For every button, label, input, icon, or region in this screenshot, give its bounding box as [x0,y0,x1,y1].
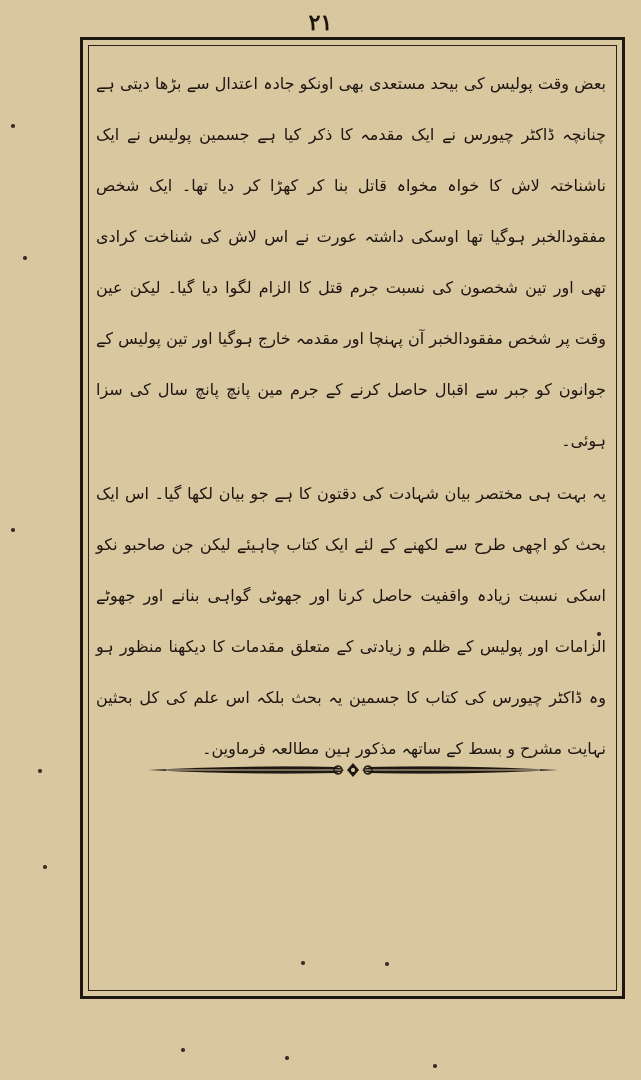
paper-speck [285,1056,289,1060]
paper-speck [43,865,47,869]
paper-speck [301,961,305,965]
paragraph-evidence-difficulties: یہ بہت ہی مختصر بیان شہادت کی دقتون کا ہے جو بیان لکھا گیا۔ اس ایک بحث کو اچھی طرح سے لکھنے کے لئے ایک کتاب چاہیئے لیکن جن صاحبو نکو اسکی نسبت زیادہ واقفیت حاصل کرنا اور جھوٹی گواہی بنانے اور جھوٹے الزامات اور پولیس کے ظلم و زیادتی کے متعلق مقدمات کا دیکھنا منظور ہو وہ ڈاکٹر چیورس کی کتاب کا جسمین یہ بحث بلکہ اس علم کی کل بحثین نہایت مشرح و بسط کے ساتھہ مذکور ہین مطالعہ فرماوین۔ [96,484,607,758]
paper-speck [597,632,601,636]
paper-speck [433,1064,437,1068]
paper-speck [23,256,27,260]
paper-speck [11,124,15,128]
ornamental-divider [146,754,560,786]
paper-speck [181,1048,185,1052]
paper-speck [385,962,389,966]
paper-speck [38,769,42,773]
paragraph-police-zeal: بعض وقت پولیس کی بیحد مستعدی بھی اونکو جادہ اعتدال سے بڑھا دیتی ہے چنانچہ ڈاکٹر چیورس نے ایک مقدمہ کا ذکر کیا ہے جسمین پولیس نے ایک ناشناختہ لاش کا خواہ مخواہ قاتل بنا کر کھڑا کر دیا تھا۔ ایک شخص مفقودالخبر ہوگیا تھا اوسکی داشتہ عورت نے اس لاش کی شناخت کرادی تھی اور تین شخصون کی نسبت جرم قتل کا الزام لگوا دیا گیا۔ لیکن عین وقت پر شخص مفقودالخبر آن پہنچا اور مقدمہ خارج ہوگیا اور تین پولیس کے جوانون کو جبر سے اقبال حاصل کرنے کے جرم مین پانچ پانچ سال کی سزا ہوئی۔ [96,74,606,450]
paper-speck [11,528,15,532]
page-body [96,52,606,774]
page-number: ۲۱ [308,10,333,36]
